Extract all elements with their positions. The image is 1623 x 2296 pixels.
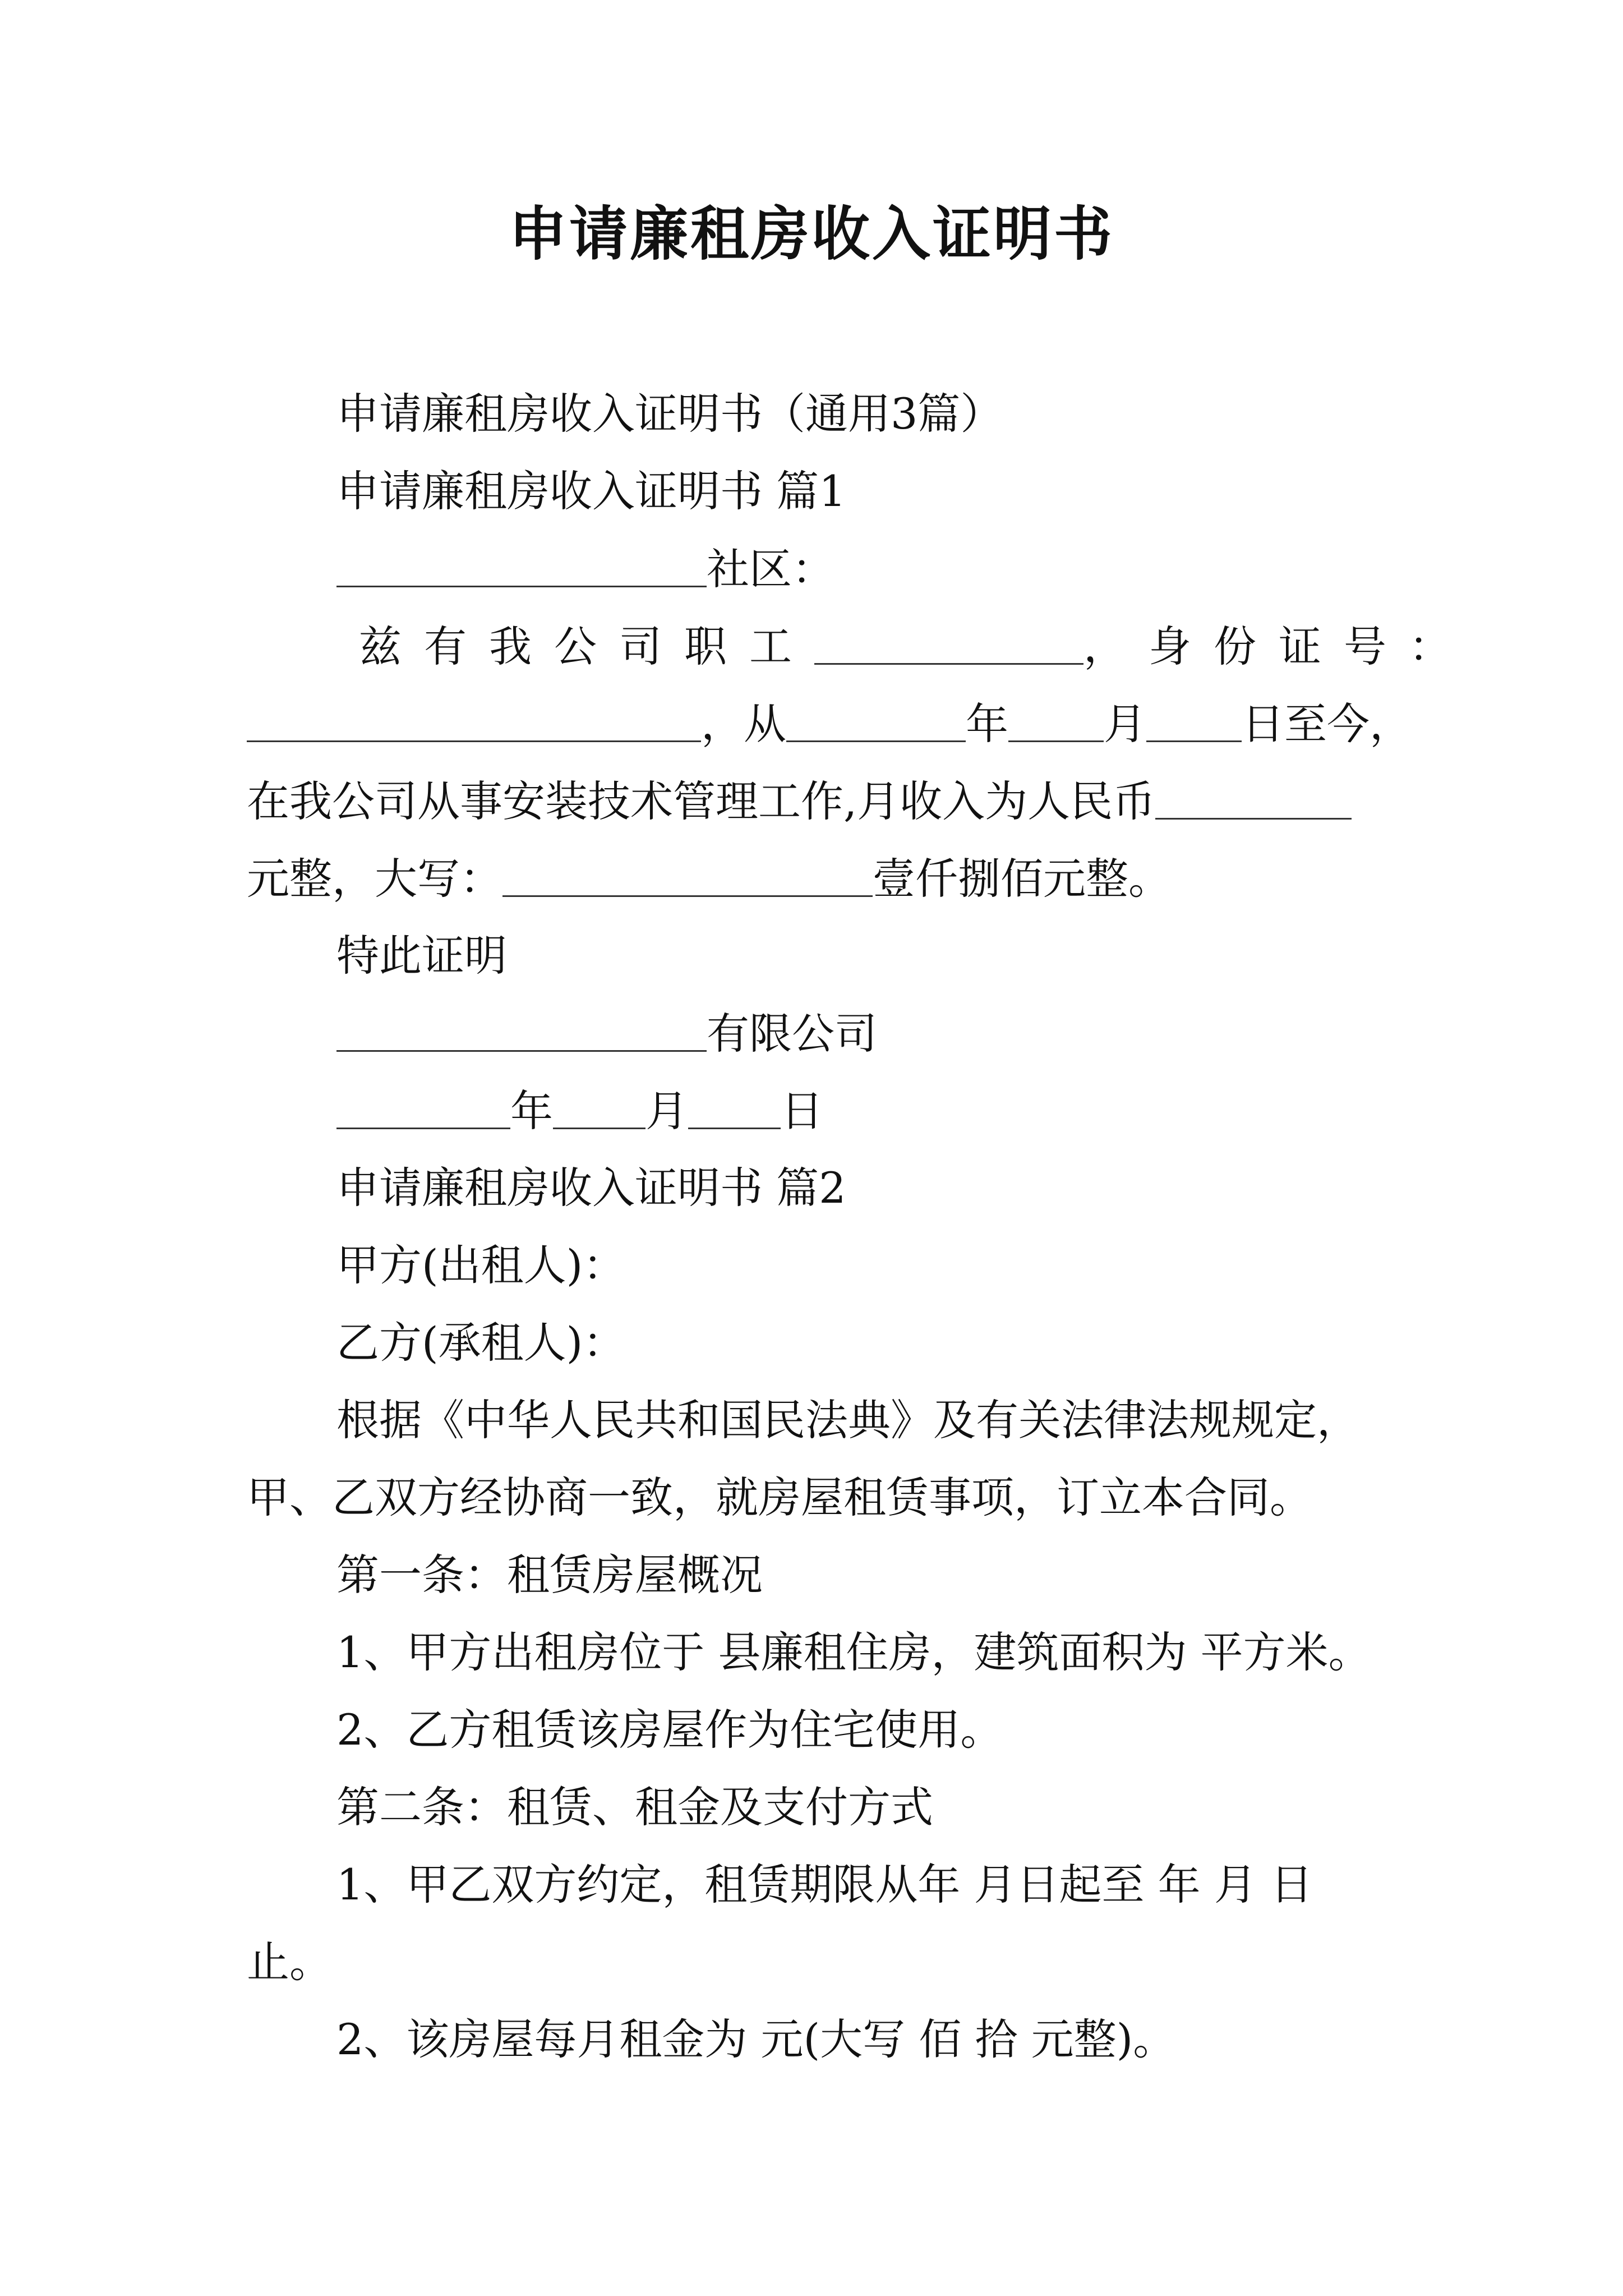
employee-prefix: 兹有我公司职工 <box>359 622 814 671</box>
article1-item2: 2、乙方租赁该房屋作为住宅使用。 <box>336 1705 1003 1755</box>
income-text: 在我公司从事安装技术管理工作,月收入为人民币 <box>247 776 1156 826</box>
company-name-blank[interactable] <box>336 1012 707 1052</box>
id-date-line <box>0 699 1623 749</box>
start-month-blank[interactable] <box>1008 702 1104 742</box>
section1-heading: 申请廉租房收入证明书 篇1 <box>336 466 846 516</box>
start-day-blank[interactable] <box>1146 702 1242 742</box>
income-line <box>0 776 1623 826</box>
income-capital-line <box>0 854 1623 904</box>
signature-date-line <box>0 1086 1623 1136</box>
sign-year-blank[interactable] <box>336 1089 510 1129</box>
start-year-blank[interactable] <box>786 702 966 742</box>
article2-item2: 2、该房屋每月租金为 元(大写 佰 拾 元整)。 <box>336 2014 1176 2064</box>
certify-text: 特此证明 <box>336 931 507 981</box>
sign-month-label: 月 <box>645 1086 688 1136</box>
community-line <box>0 544 1623 594</box>
sign-month-blank[interactable] <box>553 1089 645 1129</box>
document-subtitle: 申请廉租房收入证明书（通用3篇） <box>336 389 1003 439</box>
article2-item1-line1: 1、甲乙双方约定，租赁期限从年 月日起至 年 月 日 <box>336 1860 1313 1910</box>
year-label: 年 <box>966 699 1008 749</box>
income-capital-suffix: 壹仟捌佰元整。 <box>873 854 1171 904</box>
community-suffix: 社区： <box>707 544 834 594</box>
income-capital-blank[interactable] <box>502 857 873 897</box>
basis-line-2: 甲、乙双方经协商一致，就房屋租赁事项，订立本合同。 <box>247 1473 1312 1522</box>
month-label: 月 <box>1104 699 1146 749</box>
article2-heading: 第二条：租赁、租金及支付方式 <box>336 1782 933 1832</box>
income-capital-prefix: 元整，大写： <box>247 854 502 904</box>
article2-item1-line2: 止。 <box>247 1937 332 1987</box>
from-label: ，从 <box>701 699 786 749</box>
sign-year-label: 年 <box>510 1086 553 1136</box>
employee-name-blank[interactable] <box>814 625 1083 665</box>
party-b-label: 乙方(承租人)： <box>336 1318 626 1368</box>
id-label: ，身份证号： <box>1083 622 1474 671</box>
article1-item1: 1、甲方出租房位于 县廉租住房，建筑面积为 平方米。 <box>336 1627 1371 1677</box>
basis-line-1: 根据《中华人民共和国民法典》及有关法律法规规定， <box>336 1395 1359 1445</box>
until-now-label: 日至今， <box>1242 699 1412 749</box>
community-blank[interactable] <box>336 547 707 587</box>
document-title: 申请廉租房收入证明书 <box>508 199 1114 268</box>
party-a-label: 甲方(出租人)： <box>336 1240 626 1290</box>
id-number-blank[interactable] <box>247 702 701 742</box>
company-suffix: 有限公司 <box>707 1009 877 1059</box>
article1-heading: 第一条：租赁房屋概况 <box>336 1550 763 1600</box>
company-line <box>0 1009 1623 1059</box>
employee-line <box>0 622 1623 671</box>
sign-day-label: 日 <box>781 1086 823 1136</box>
income-amount-blank[interactable] <box>1155 780 1352 820</box>
section2-heading: 申请廉租房收入证明书 篇2 <box>336 1163 846 1213</box>
sign-day-blank[interactable] <box>688 1089 781 1129</box>
